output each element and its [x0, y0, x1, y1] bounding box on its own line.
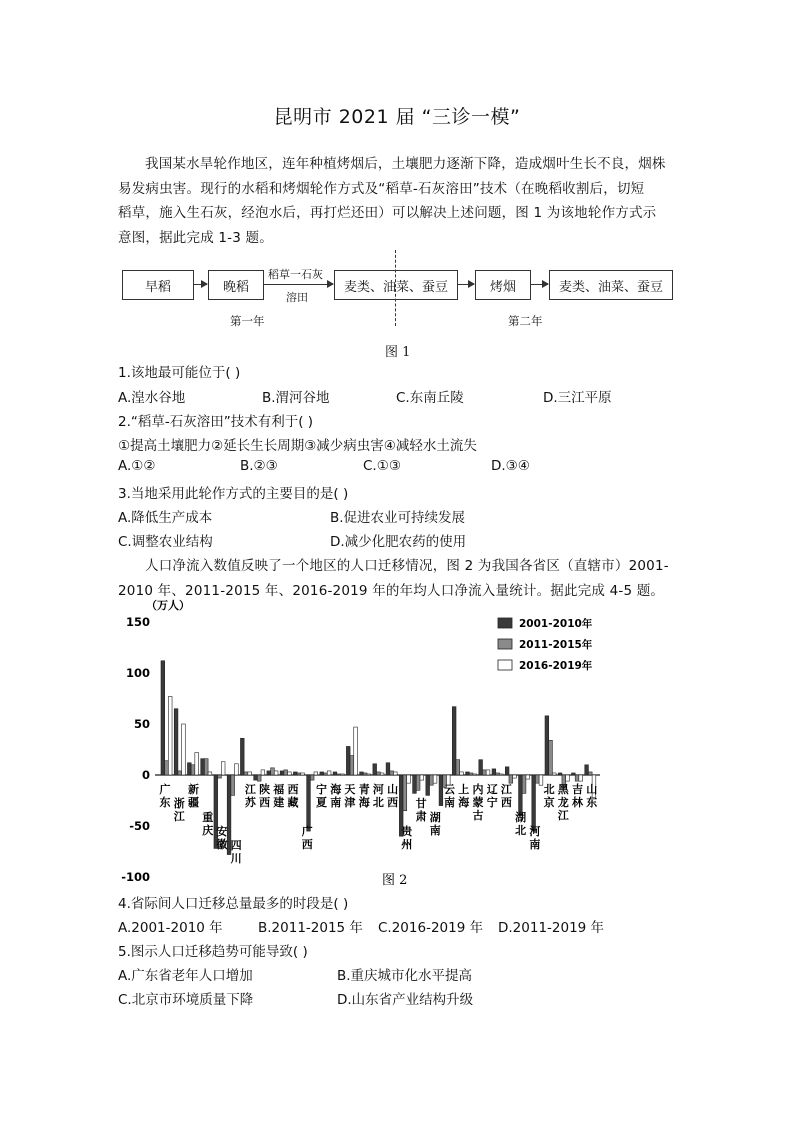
- intro-paragraph-1: [118, 152, 678, 250]
- y-tick-label: 150: [125, 615, 150, 629]
- category-label: 天津: [344, 783, 356, 809]
- bar-3: [208, 772, 212, 775]
- legend-swatch-1: [498, 618, 512, 628]
- fig2-caption: 图 2: [382, 873, 408, 888]
- bar-2: [257, 775, 261, 781]
- bar-1: [532, 775, 536, 831]
- bar-2: [390, 771, 394, 775]
- bar-1: [505, 767, 509, 775]
- bar-1: [187, 763, 191, 775]
- category-label: 贵州: [401, 825, 413, 851]
- bar-3: [393, 772, 397, 775]
- bar-1: [280, 771, 284, 775]
- bar-3: [341, 774, 345, 775]
- bar-1: [558, 773, 562, 775]
- bar-1: [519, 775, 523, 816]
- y-tick-label: 100: [125, 666, 150, 680]
- bar-3: [354, 727, 358, 775]
- fig1-box-tobacco: 烤烟: [475, 270, 531, 300]
- fig1-arrow-1: [194, 284, 207, 285]
- q1-stem: 1.该地最可能位于( ): [118, 365, 241, 381]
- q3-option-b: B.促进农业可持续发展: [330, 510, 466, 526]
- bar-2: [549, 740, 553, 775]
- q4-option-d: D.2011-2019 年: [498, 920, 605, 936]
- q2-option-c: C.①③: [363, 458, 401, 474]
- category-label: 河南: [529, 825, 541, 851]
- bar-1: [320, 772, 324, 775]
- legend-label-1: 2001-2010年: [519, 618, 593, 630]
- bar-1: [267, 771, 271, 775]
- chart-legend: [382, 617, 593, 888]
- category-label: 广东: [159, 783, 171, 809]
- category-label: 黑龙江: [557, 783, 569, 822]
- bar-2: [416, 775, 420, 790]
- bar-3: [248, 772, 252, 775]
- bar-1: [254, 775, 258, 780]
- bar-2: [456, 760, 460, 775]
- q1-option-b: B.渭河谷地: [262, 390, 330, 406]
- bar-1: [373, 764, 377, 775]
- bar-1: [426, 775, 430, 795]
- bar-2: [191, 765, 195, 775]
- bar-3: [552, 773, 556, 775]
- q5-option-a: A.广东省老年人口增加: [118, 968, 253, 984]
- y-tick-label: -50: [129, 819, 150, 833]
- bar-2: [377, 772, 381, 775]
- intro1-line4: 意图，据此完成 1-3 题。: [118, 229, 273, 246]
- bar-1: [346, 746, 350, 775]
- category-label: 浙江: [173, 797, 185, 823]
- bar-2: [297, 773, 301, 775]
- category-label: 上海: [458, 783, 470, 809]
- bar-3: [380, 773, 384, 775]
- intro2-line1: 人口净流入数值反映了一个地区的人口迁移情况，图 2 为我国各省区（直辖市）2001-: [145, 558, 669, 574]
- q2-option-b: B.②③: [240, 458, 278, 474]
- category-label: 湖北: [515, 811, 527, 837]
- fig1-arrow-2: [264, 284, 333, 285]
- bar-2: [588, 772, 592, 775]
- category-label: 青海: [358, 783, 370, 809]
- intro1-line3: 稻草，施入生石灰，经泡水后，再打烂还田）可以解决上述问题，图 1 为该地轮作方式示: [118, 205, 657, 221]
- bar-2: [204, 759, 208, 775]
- bar-2: [324, 773, 328, 775]
- q4-option-a: A.2001-2010 年: [118, 920, 223, 936]
- bar-2: [284, 770, 288, 775]
- bar-1: [585, 765, 589, 775]
- bar-3: [460, 772, 464, 775]
- category-label: 安徽: [216, 825, 228, 851]
- q2-items: ①提高土壤肥力②延长生长周期③减少病虫害④减轻水土流失: [118, 438, 477, 454]
- bar-3: [539, 775, 543, 785]
- category-label: 山西: [387, 783, 399, 809]
- q4-option-b: B.2011-2015 年: [258, 920, 363, 936]
- legend-label-2: 2011-2015年: [519, 639, 593, 651]
- bar-2: [271, 768, 275, 775]
- q2-option-a: A.①②: [118, 458, 156, 474]
- category-label: 四川: [230, 839, 242, 865]
- category-label: 江西: [500, 783, 512, 809]
- fig1-box-early-rice: 早稻: [122, 270, 194, 300]
- bar-2: [218, 775, 222, 778]
- y-tick-label: 0: [141, 768, 150, 782]
- bar-2: [483, 770, 487, 775]
- bar-3: [274, 771, 278, 775]
- bar-1: [545, 716, 549, 775]
- y-tick-label: 50: [133, 717, 150, 731]
- category-label: 甘肃: [415, 797, 427, 823]
- bar-1: [572, 773, 576, 775]
- bar-3: [327, 771, 331, 775]
- bar-3: [433, 775, 437, 783]
- category-label: 河北: [372, 783, 384, 809]
- q4-option-c: C.2016-2019 年: [378, 920, 484, 936]
- category-label: 山东: [586, 783, 598, 809]
- bar-3: [235, 764, 239, 775]
- bar-1: [293, 772, 297, 775]
- category-label: 吉林: [572, 783, 583, 809]
- bar-2: [430, 775, 434, 785]
- bar-1: [439, 775, 443, 806]
- category-label: 陕西: [259, 783, 271, 809]
- bar-3: [195, 753, 199, 775]
- bar-1: [307, 775, 311, 831]
- bar-1: [240, 738, 244, 775]
- bar-1: [479, 760, 483, 775]
- bar-2: [496, 773, 500, 775]
- bar-3: [261, 770, 265, 775]
- bar-1: [413, 775, 417, 793]
- y-tick-label: -100: [121, 870, 150, 884]
- bar-2: [178, 771, 182, 775]
- fig2-bar-chart: [110, 596, 610, 888]
- bar-2: [509, 775, 513, 783]
- fig1-box-wheat-1: 麦类、油菜、蚕豆: [334, 270, 458, 300]
- bar-1: [333, 772, 337, 775]
- bar-1: [466, 772, 470, 775]
- bar-3: [367, 774, 371, 775]
- q1-option-a: A.湟水谷地: [118, 390, 186, 406]
- bar-1: [174, 709, 178, 775]
- bar-3: [579, 775, 583, 781]
- bar-3: [526, 775, 530, 779]
- fig1-arrow-3: [458, 284, 474, 285]
- intro1-line2: 易发病虫害。现行的水稻和烤烟轮作方式及“稻草-石灰溶田”技术（在晚稻收割后，切短: [118, 180, 645, 197]
- bar-3: [301, 773, 305, 775]
- bar-3: [288, 772, 292, 775]
- bar-3: [473, 774, 477, 775]
- bar-3: [499, 774, 503, 775]
- bar-3: [420, 775, 424, 780]
- category-label: 云南: [444, 783, 455, 809]
- bar-2: [337, 774, 341, 775]
- bar-1: [386, 763, 390, 775]
- q1-option-d: D.三江平原: [543, 390, 612, 406]
- category-label: 北京: [543, 783, 555, 809]
- category-label: 宁夏: [316, 783, 327, 809]
- q3-option-d: D.减少化肥农药的使用: [330, 534, 467, 550]
- bar-2: [535, 775, 539, 783]
- category-label: 海南: [330, 783, 342, 809]
- bar-2: [575, 775, 579, 781]
- q3-stem: 3.当地采用此轮作方式的主要目的是( ): [118, 486, 349, 502]
- bar-2: [363, 773, 367, 775]
- bar-3: [221, 762, 225, 775]
- bar-2: [310, 775, 314, 780]
- bar-1: [360, 772, 364, 775]
- legend-swatch-2: [498, 639, 512, 649]
- category-label: 湖南: [429, 811, 441, 837]
- bar-1: [201, 759, 205, 775]
- fig1-caption: 图 1: [385, 345, 411, 360]
- fig1-year-divider: [395, 250, 396, 326]
- intro2-line2: 2010 年、2011-2015 年、2016-2019 年的年均人口净流入量统计。据此完成 4-5 题。: [118, 582, 665, 599]
- bar-1: [452, 707, 456, 775]
- q1-option-c: C.东南丘陵: [396, 390, 464, 406]
- bar-3: [513, 775, 517, 778]
- bar-2: [522, 775, 526, 793]
- q2-option-d: D.③④: [491, 458, 530, 474]
- bar-2: [469, 773, 473, 775]
- bar-2: [165, 761, 169, 775]
- bar-2: [350, 756, 354, 775]
- intro1-line1: 我国某水旱轮作地区，连年种植烤烟后，土壤肥力逐渐下降，造成烟叶生长不良，烟株: [145, 156, 666, 172]
- bar-1: [161, 661, 165, 775]
- fig1-arrow-4: [531, 284, 548, 285]
- bar-3: [182, 724, 186, 775]
- page-title: 昆明市 2021 届 “三诊一模”: [273, 106, 521, 128]
- fig1-box-late-rice: 晚稻: [208, 270, 264, 300]
- bar-2: [244, 772, 248, 775]
- fig1-year1-label: 第一年: [230, 314, 265, 328]
- bar-3: [168, 696, 172, 775]
- bar-3: [486, 770, 490, 775]
- bar-3: [566, 775, 570, 781]
- bar-2: [231, 775, 235, 795]
- category-label: 西藏: [287, 783, 299, 809]
- fig1-arrow-label-bottom: 溶田: [286, 291, 308, 304]
- category-label: 江苏: [244, 783, 256, 809]
- category-label: 辽宁: [486, 783, 498, 809]
- fig1-year2-label: 第二年: [508, 314, 543, 328]
- fig1-arrow-label-top: 稻草一石灰: [268, 268, 323, 281]
- bar-2: [403, 775, 407, 811]
- q5-option-d: D.山东省产业结构升级: [337, 992, 474, 1008]
- legend-label-3: 2016-2019年: [519, 660, 593, 672]
- q5-stem: 5.图示人口迁移趋势可能导致( ): [118, 944, 308, 960]
- q2-stem: 2.“稻草-石灰溶田”技术有利于( ): [118, 414, 314, 430]
- category-label: 新疆: [188, 783, 199, 809]
- q3-option-c: C.调整农业结构: [118, 534, 213, 550]
- q5-option-b: B.重庆城市化水平提高: [337, 968, 473, 984]
- q3-option-a: A.降低生产成本: [118, 510, 213, 526]
- category-label: 广西: [301, 825, 313, 851]
- category-label: 重庆: [202, 811, 214, 837]
- q4-stem: 4.省际间人口迁移总量最多的时段是( ): [118, 896, 349, 912]
- bar-1: [492, 769, 496, 775]
- category-label: 内蒙古: [472, 783, 484, 822]
- q5-option-c: C.北京市环境质量下降: [118, 992, 254, 1008]
- bar-3: [314, 772, 318, 775]
- y-axis-unit-label: （万人）: [146, 599, 190, 612]
- legend-swatch-3: [498, 660, 512, 670]
- category-label: 福建: [273, 783, 285, 809]
- bar-3: [407, 775, 411, 783]
- fig1-box-wheat-2: 麦类、油菜、蚕豆: [549, 270, 673, 300]
